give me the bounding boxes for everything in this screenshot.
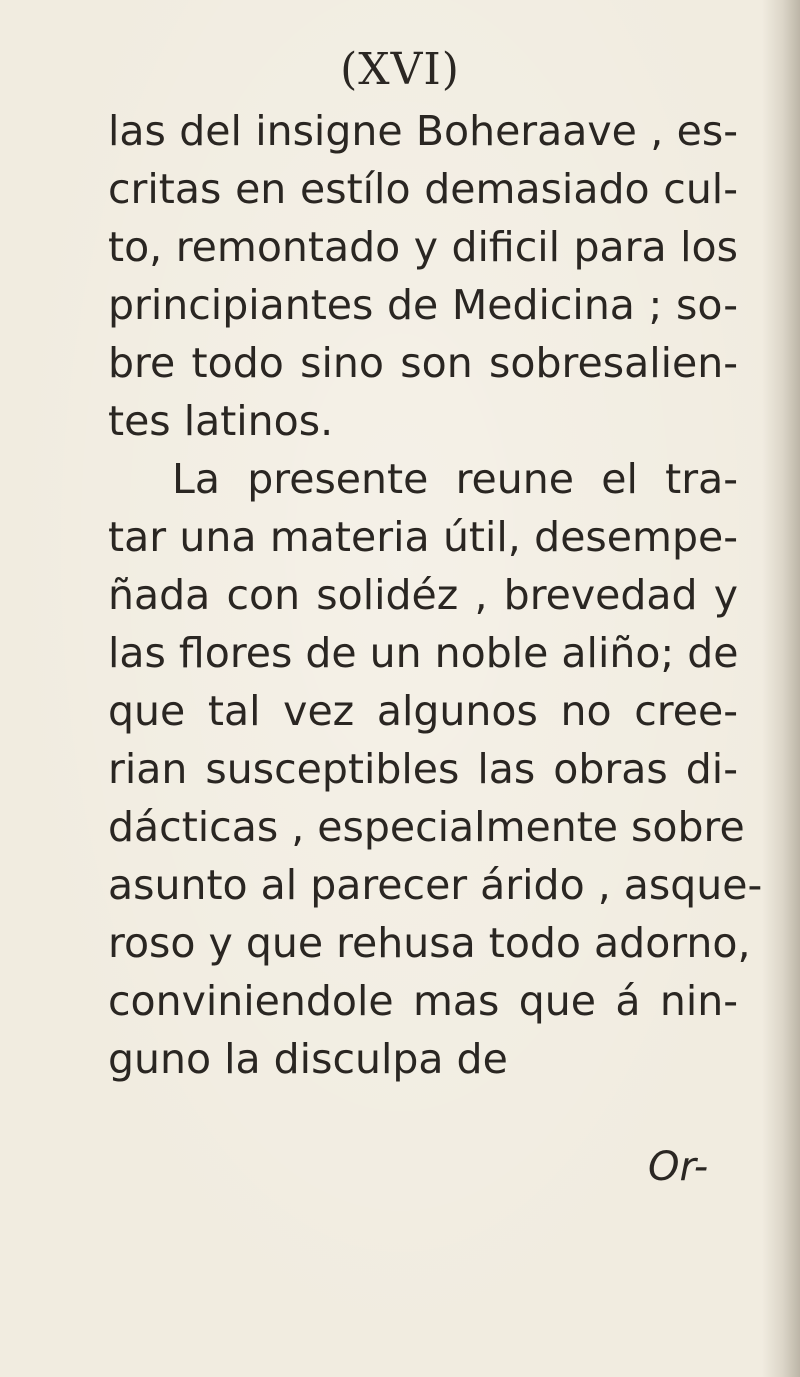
text-line: que tal vez algunos no cree- bbox=[108, 687, 738, 735]
page-edge-shadow bbox=[762, 0, 800, 1377]
text-line: critas en estílo demasiado cul- bbox=[108, 165, 738, 213]
text-line: tar una materia útil, desempe- bbox=[108, 513, 738, 561]
text-line: ñada con solidéz , brevedad y bbox=[108, 571, 738, 619]
text-line: roso y que rehusa todo adorno, bbox=[108, 919, 751, 967]
text-line: rian susceptibles las obras di- bbox=[108, 745, 738, 793]
text-line: las del insigne Boheraave , es- bbox=[108, 107, 738, 155]
text-line: to, remontado y dificil para los bbox=[108, 223, 738, 271]
text-line: guno la disculpa de bbox=[108, 1035, 508, 1083]
page-number-header: (XVI) bbox=[340, 44, 460, 95]
text-line: tes latinos. bbox=[108, 397, 334, 445]
body-text bbox=[108, 102, 763, 1088]
text-line: bre todo sino son sobresalien- bbox=[108, 339, 738, 387]
paragraph-start-line: La presente reune el tra- bbox=[172, 455, 738, 503]
text-line: dácticas , especialmente sobre bbox=[108, 803, 745, 851]
text-line: asunto al parecer árido , asque- bbox=[108, 861, 763, 909]
text-line: principiantes de Medicina ; so- bbox=[108, 281, 738, 329]
text-line: las flores de un noble aliño; de bbox=[108, 629, 739, 677]
catchword: Or- bbox=[648, 1144, 709, 1190]
text-line: conviniendole mas que á nin- bbox=[108, 977, 738, 1025]
